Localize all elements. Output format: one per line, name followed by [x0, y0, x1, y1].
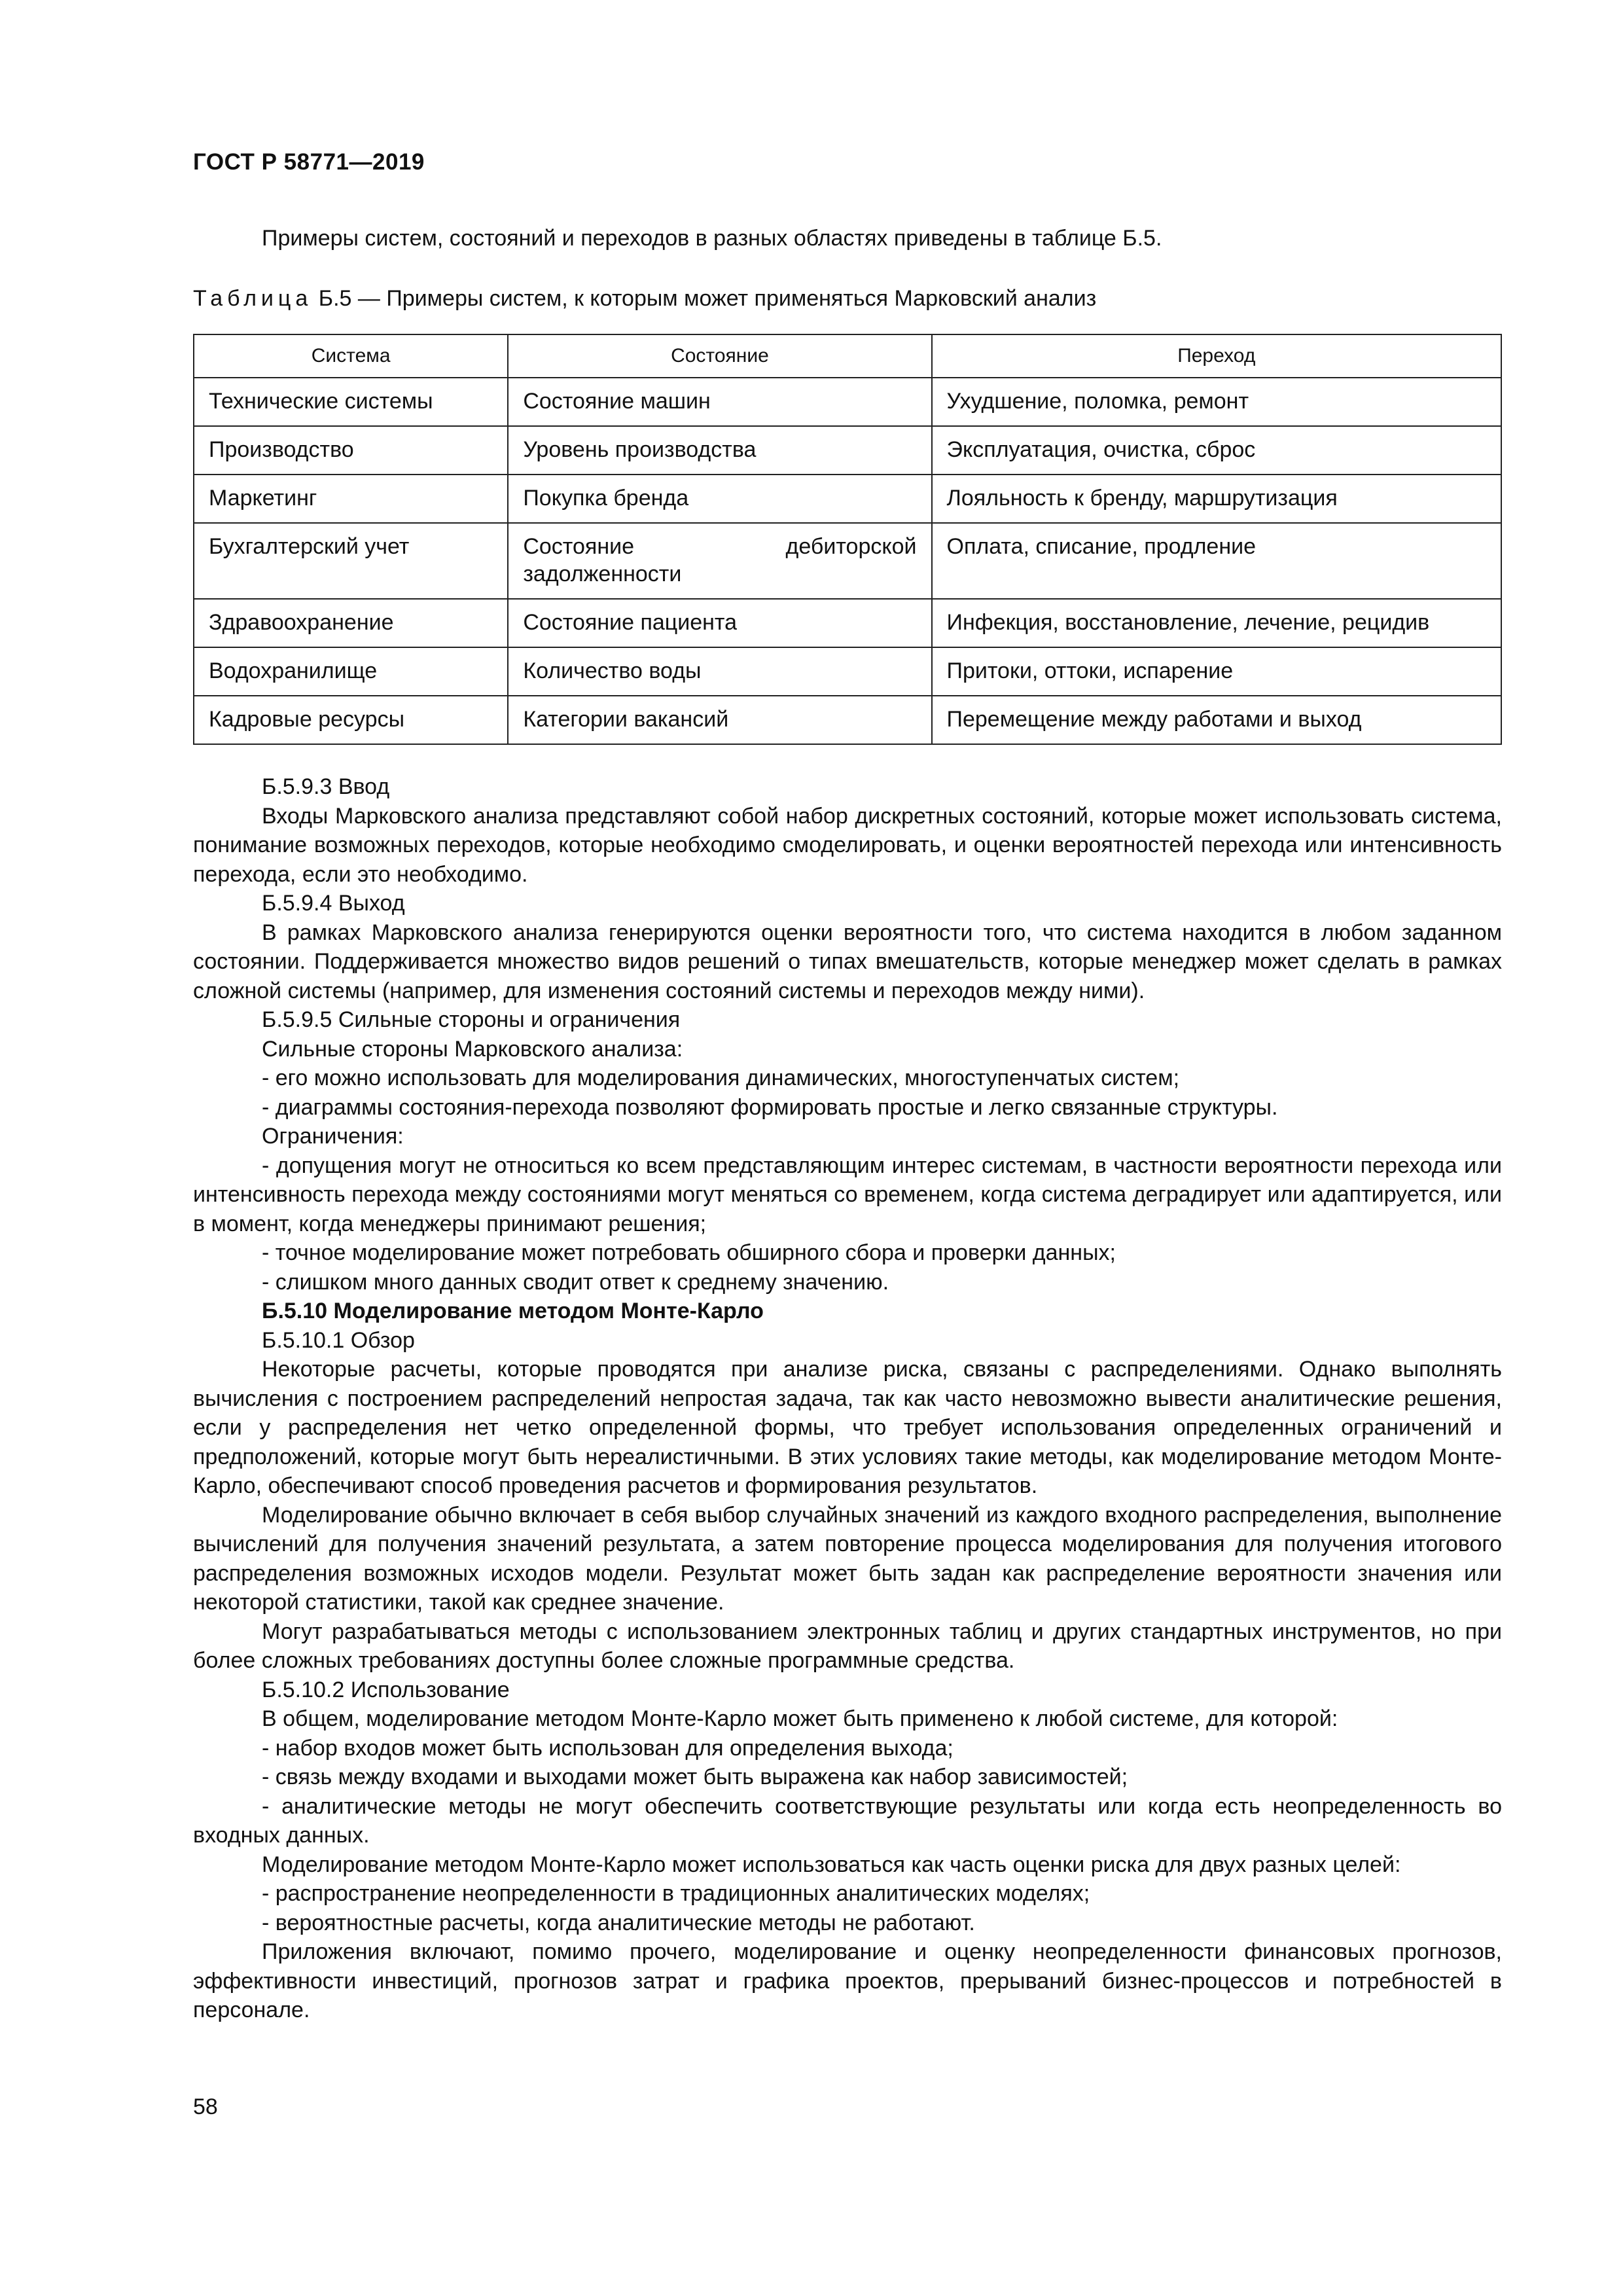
paragraph-overview-1: Некоторые расчеты, которые проводятся при анализе риска, связаны с распределениями. Однако выполнять вычисления с построением распределений непростая задача, так как часто невозможно вывести аналитические решения, если у распределения нет четко определенной формы, что требует использования определенных ограничений и предположений, которые могут быть нереалистичными. В этих условиях такие методы, как моделирование методом Монте-Карло, обеспечивают способ проведения расчетов и формирования результатов.	[193, 1357, 1502, 1498]
table-cell-state: Количество воды	[508, 647, 931, 696]
table-row	[194, 696, 1501, 744]
column-header-state: Состояние	[508, 334, 931, 378]
paragraph-usage-2: Моделирование методом Монте-Карло может использоваться как часть оценки риска для двух разных целей:	[262, 1852, 1401, 1877]
table-caption-word: Таблица	[193, 286, 313, 311]
section-heading-overview: Б.5.10.1 Обзор	[262, 1327, 415, 1353]
list-item: - его можно использовать для моделирования динамических, многоступенчатых систем;	[262, 1066, 1180, 1090]
table-cell-system: Технические системы	[194, 378, 508, 426]
paragraph-output: В рамках Марковского анализа генерируются оценки вероятности того, что система находится в любом заданном состоянии. Поддерживается множество видов решений о типах вмешательств, которые менеджер может сделать в рамках сложной системы (например, для изменения состояний системы и переходов между ними).	[193, 920, 1502, 1003]
section-heading-strengths-limitations: Б.5.9.5 Сильные стороны и ограничения	[262, 1007, 681, 1032]
table-row	[194, 523, 1501, 599]
list-item: - слишком много данных сводит ответ к среднему значению.	[262, 1269, 889, 1295]
table-cell-transition: Лояльность к бренду, маршрутизация	[932, 475, 1501, 523]
list-item: - диаграммы состояния-перехода позволяют формировать простые и легко связанные структуры.	[262, 1094, 1278, 1120]
table-cell-state: Состояние пациента	[508, 599, 931, 647]
table-row	[194, 378, 1501, 426]
table-header	[194, 334, 1501, 378]
section-heading-monte-carlo: Б.5.10 Моделирование методом Монте-Карло	[262, 1299, 764, 1323]
column-header-system: Система	[194, 334, 508, 378]
table-body	[194, 378, 1501, 744]
limitations-intro: Ограничения:	[262, 1124, 404, 1149]
paragraph-overview-2: Моделирование обычно включает в себя выбор случайных значений из каждого входного распределения, выполнение вычислений для получения значений результата, а затем повторение процесса моделирования для получения итогового распределения возможных исходов модели. Результат может быть задан как распределение вероятности значения или некоторой статистики, такой как среднее значение.	[193, 1502, 1502, 1615]
list-item: - набор входов может быть использован для определения выхода;	[262, 1735, 954, 1761]
table-cell-state: Уровень производства	[508, 426, 931, 475]
table-cell-transition: Перемещение между работами и выход	[932, 696, 1501, 744]
section-heading-usage: Б.5.10.2 Использование	[262, 1677, 510, 1702]
table-row	[194, 475, 1501, 523]
section-heading-output: Б.5.9.4 Выход	[262, 891, 405, 916]
strengths-intro: Сильные стороны Марковского анализа:	[262, 1036, 683, 1062]
table-caption	[193, 286, 1096, 312]
table-cell-system: Кадровые ресурсы	[194, 696, 508, 744]
paragraph-usage-1: В общем, моделирование методом Монте-Карло может быть применено к любой системе, для которой:	[262, 1706, 1338, 1731]
table-row	[194, 426, 1501, 475]
table-cell-state: Состояние дебиторской задолженности	[508, 523, 931, 599]
table-cell-state: Покупка бренда	[508, 475, 931, 523]
table-cell-state: Состояние машин	[508, 378, 931, 426]
list-item: - вероятностные расчеты, когда аналитические методы не работают.	[262, 1910, 975, 1935]
table-cell-system: Маркетинг	[194, 475, 508, 523]
page-number: 58	[193, 2094, 218, 2119]
section-heading-input: Б.5.9.3 Ввод	[262, 774, 390, 799]
list-item: - допущения могут не относиться ко всем представляющим интерес системам, в частности вероятности перехода или интенсивность перехода между состояниями могут меняться со временем, когда система деградирует или адаптируется, или в момент, когда менеджеры принимают решения;	[193, 1153, 1502, 1236]
document-page	[193, 0, 1502, 2296]
paragraph-input: Входы Марковского анализа представляют собой набор дискретных состояний, которые может использовать система, понимание возможных переходов, которые необходимо смоделировать, и оценки вероятностей перехода или интенсивность перехода, если это необходимо.	[193, 803, 1502, 887]
table-row	[194, 647, 1501, 696]
paragraph-usage-3: Приложения включают, помимо прочего, моделирование и оценку неопределенности финансовых прогнозов, эффективности инвестиций, прогнозов затрат и графика проектов, прерываний бизнес-процессов и потребностей в персонале.	[193, 1939, 1502, 2022]
table-cell-transition: Инфекция, восстановление, лечение, рецидив	[932, 599, 1501, 647]
table-caption-text: Б.5 — Примеры систем, к которым может применяться Марковский анализ	[318, 286, 1097, 311]
table-cell-state: Категории вакансий	[508, 696, 931, 744]
intro-paragraph: Примеры систем, состояний и переходов в разных областях приведены в таблице Б.5.	[262, 226, 1162, 251]
table-cell-transition: Оплата, списание, продление	[932, 523, 1501, 599]
list-item: - аналитические методы не могут обеспечить соответствующие результаты или когда есть неопределенность во входных данных.	[193, 1793, 1502, 1848]
list-item: - точное моделирование может потребовать обширного сбора и проверки данных;	[262, 1240, 1116, 1265]
list-item: - распространение неопределенности в традиционных аналитических моделях;	[262, 1881, 1090, 1906]
markov-systems-table	[193, 334, 1502, 745]
table-cell-system: Здравоохранение	[194, 599, 508, 647]
table-row	[194, 599, 1501, 647]
table-cell-system: Бухгалтерский учет	[194, 523, 508, 599]
list-item: - связь между входами и выходами может быть выражена как набор зависимостей;	[262, 1765, 1128, 1789]
table-cell-system: Водохранилище	[194, 647, 508, 696]
document-id-header: ГОСТ Р 58771—2019	[193, 149, 425, 175]
body-text	[193, 772, 1502, 2025]
table-cell-system: Производство	[194, 426, 508, 475]
column-header-transition: Переход	[932, 334, 1501, 378]
table-cell-transition: Притоки, оттоки, испарение	[932, 647, 1501, 696]
table-cell-transition: Эксплуатация, очистка, сброс	[932, 426, 1501, 475]
table-header-row	[194, 334, 1501, 378]
table-cell-transition: Ухудшение, поломка, ремонт	[932, 378, 1501, 426]
paragraph-overview-3: Могут разрабатываться методы с использованием электронных таблиц и других стандартных инструментов, но при более сложных требованиях доступны более сложные программные средства.	[193, 1619, 1502, 1673]
